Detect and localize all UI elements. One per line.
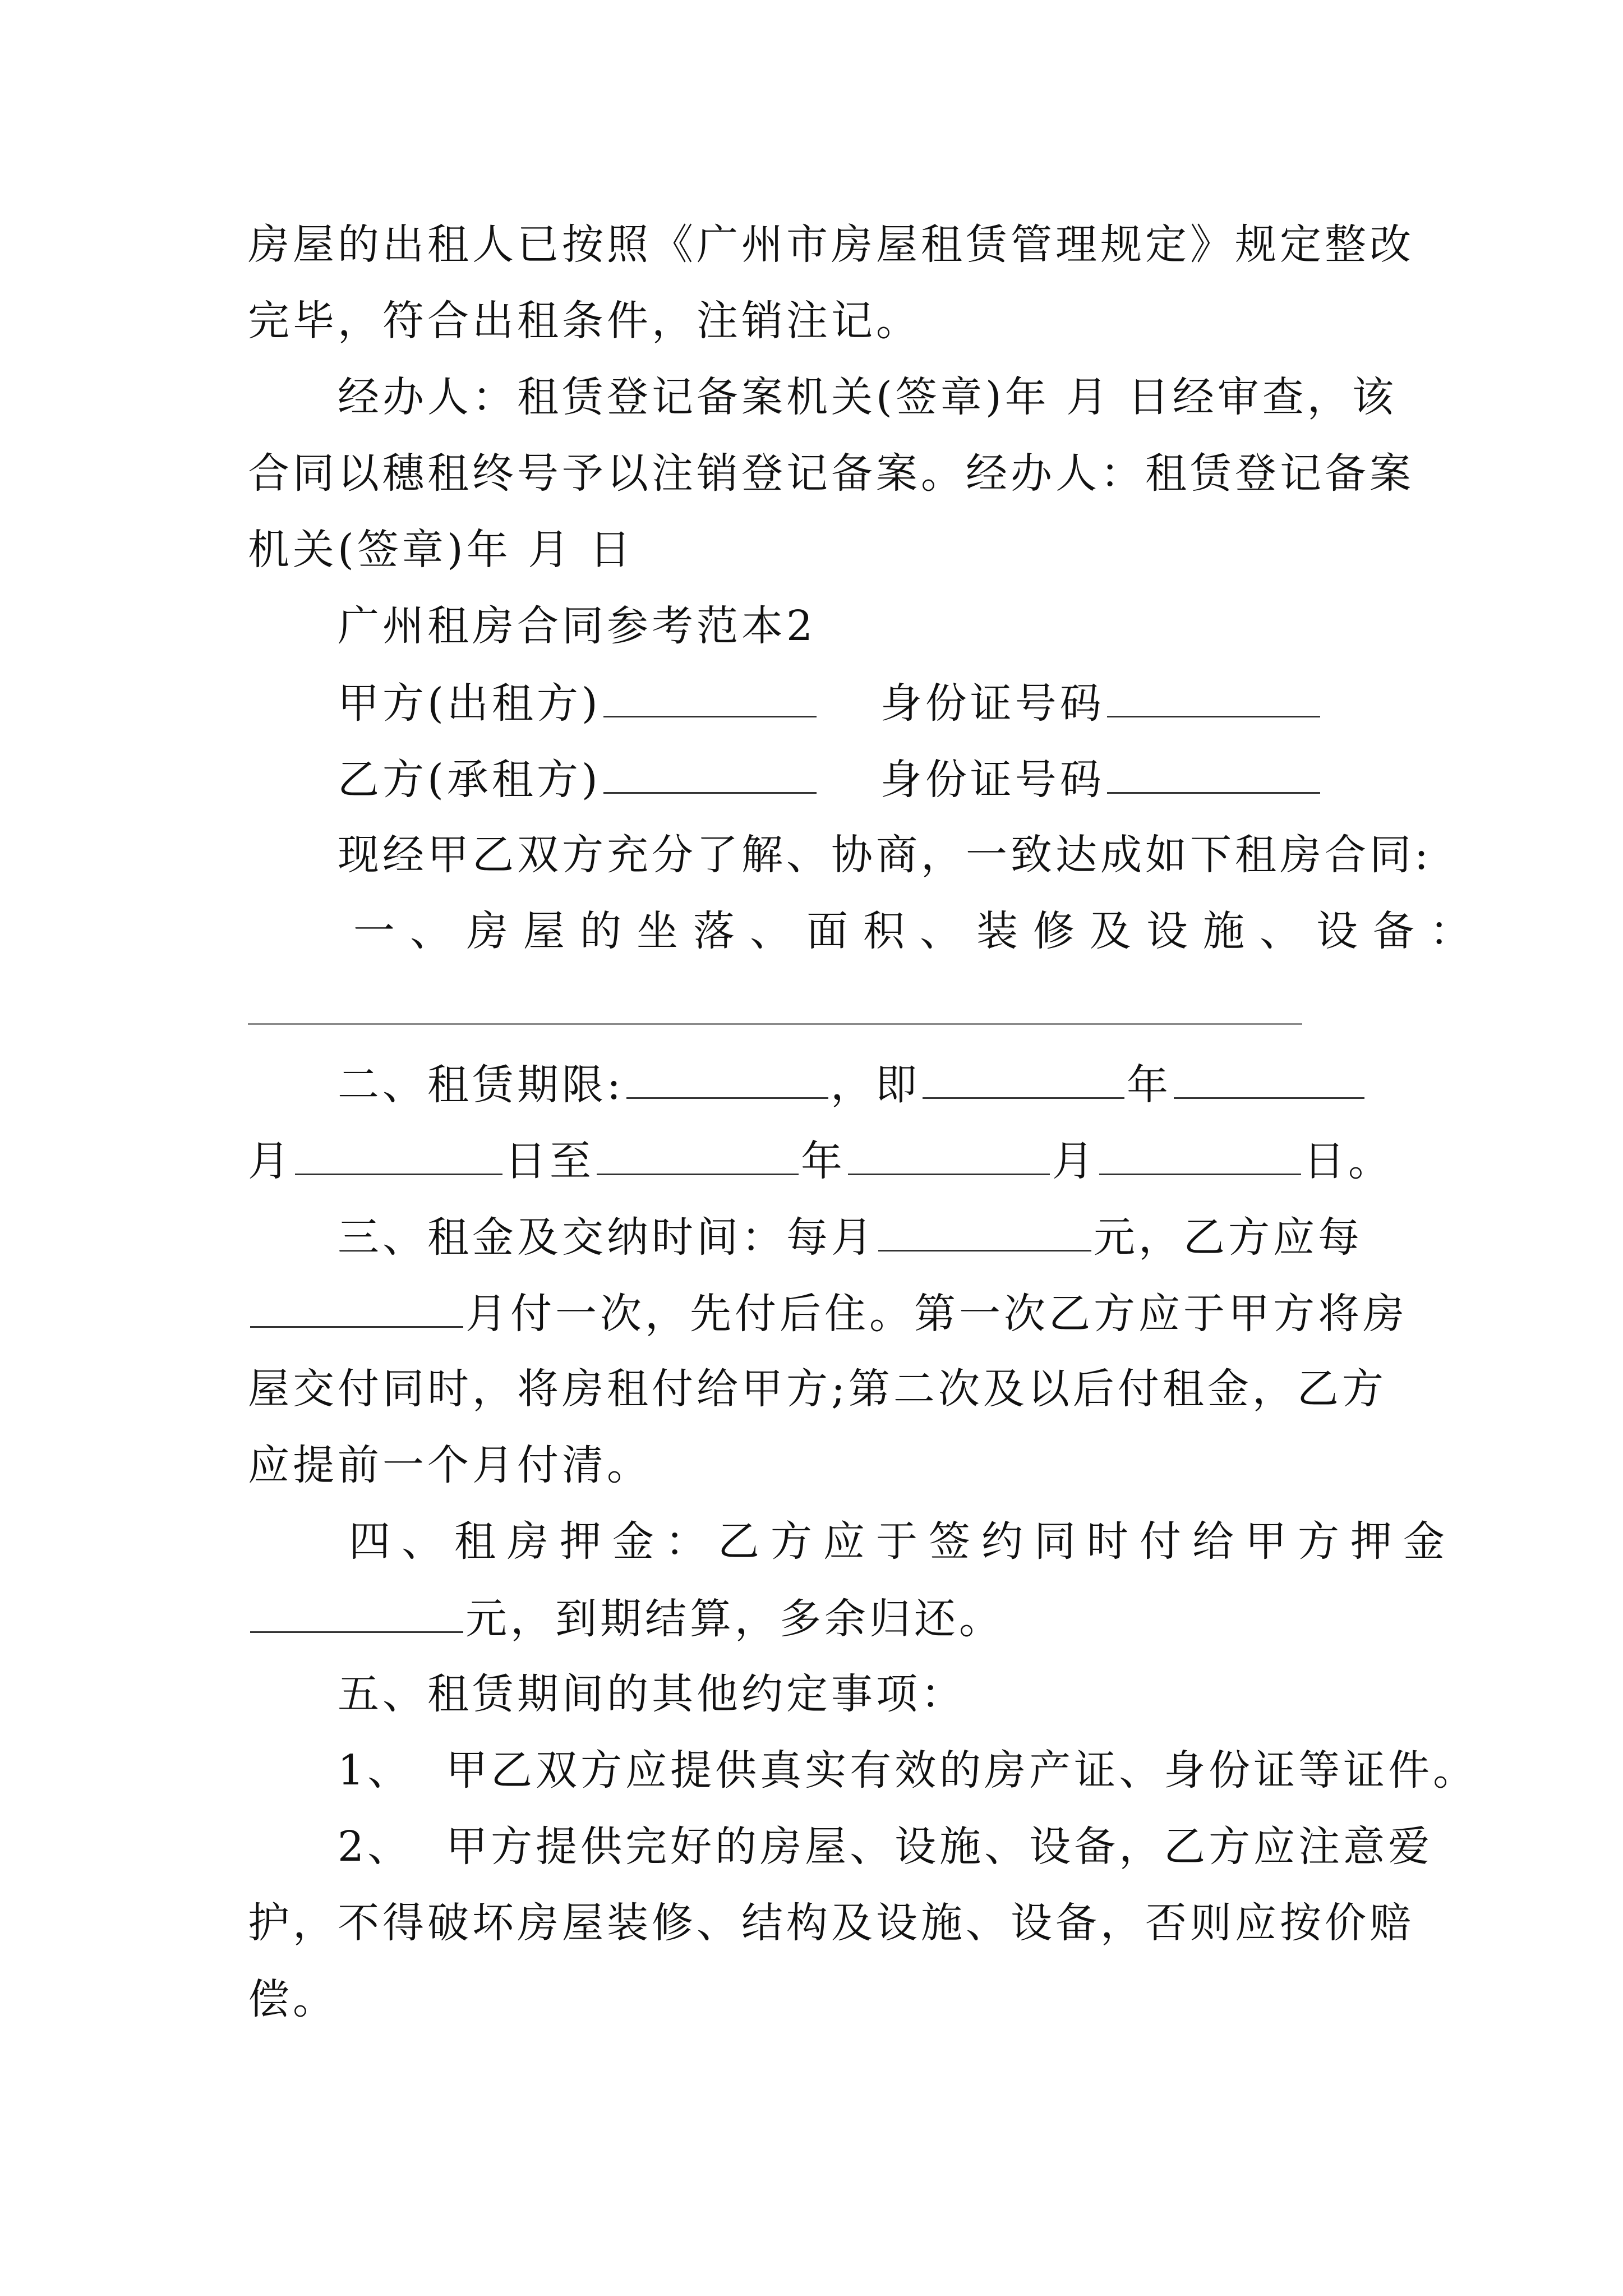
- clause-3-text: 月付一次，先付后住。第一次乙方应于甲方将房: [465, 1290, 1408, 1338]
- clause-2-text: ，即: [830, 1061, 920, 1109]
- party-a-id-blank: [1107, 674, 1320, 717]
- clause-2-text: 月: [1052, 1137, 1097, 1185]
- clause-2-text: 月: [248, 1137, 293, 1185]
- paragraph-line: 完毕，符合出租条件，注销注记。: [248, 297, 921, 345]
- paragraph-line: 机关(签章)年 月 日: [248, 526, 634, 574]
- clause-1-line: 一、房屋的坐落、面积、装修及设施、设备：: [353, 907, 1486, 955]
- paragraph-line: 房屋的出租人已按照《广州市房屋租赁管理规定》规定整改: [248, 220, 1414, 269]
- party-a-name-blank: [603, 674, 817, 717]
- party-a-id-label: 身份证号码: [880, 679, 1105, 728]
- party-a-line: [338, 674, 1322, 730]
- clause-2-line-2: [248, 1132, 1393, 1188]
- item-2-number: 2、: [338, 1823, 413, 1871]
- item-2-line-2: 护，不得破坏房屋装修、结构及设施、设备，否则应按价赔: [248, 1899, 1414, 1947]
- clause-3-line-2: [248, 1285, 1408, 1341]
- paragraph-line: 合同以穗租终号予以注销登记备案。经办人：租赁登记备案: [248, 449, 1414, 498]
- clause-2-line-1: [338, 1056, 1367, 1112]
- item-2-line-3: 偿。: [248, 1975, 338, 2023]
- start-day-blank: [295, 1132, 502, 1175]
- monthly-rent-blank: [878, 1208, 1091, 1251]
- clause-3-line-1: [338, 1208, 1363, 1264]
- clause-2-lead: 二、租赁期限:: [338, 1061, 624, 1109]
- clause-1-blank-rule: [248, 1023, 1302, 1025]
- item-2-line-1: [338, 1819, 1433, 1875]
- clause-3-line-4: 应提前一个月付清。: [248, 1441, 652, 1489]
- end-year-blank: [597, 1132, 799, 1175]
- party-b-label: 乙方(承租方): [338, 756, 601, 804]
- deposit-blank: [250, 1590, 463, 1633]
- party-b-line: [338, 751, 1322, 807]
- party-b-id-blank: [1107, 751, 1320, 794]
- payment-interval-blank: [250, 1285, 463, 1328]
- end-day-blank: [1099, 1132, 1301, 1175]
- party-a-label: 甲方(出租方): [338, 679, 601, 728]
- clause-4-line-1: 四、租房押金：乙方应于签约同时付给甲方押金: [349, 1517, 1456, 1566]
- party-b-id-label: 身份证号码: [880, 756, 1105, 804]
- term-blank: [626, 1056, 828, 1099]
- item-1-line: [338, 1742, 1478, 1798]
- item-1-text: 甲乙双方应提供真实有效的房产证、身份证等证件。: [446, 1746, 1478, 1795]
- clause-2-text: 日。: [1303, 1137, 1393, 1185]
- item-2-text: 甲方提供完好的房屋、设施、设备，乙方应注意爱: [446, 1823, 1433, 1871]
- clause-2-text: 年: [1126, 1061, 1172, 1109]
- item-1-number: 1、: [338, 1746, 413, 1795]
- clause-3-lead: 三、租金及交纳时间：每月: [338, 1213, 876, 1262]
- clause-2-text: 年: [801, 1137, 846, 1185]
- paragraph-line: 经办人：租赁登记备案机关(签章)年 月 日经审查，该: [338, 373, 1397, 421]
- start-month-blank: [1174, 1056, 1364, 1099]
- clause-5-line: 五、租赁期间的其他约定事项：: [338, 1670, 966, 1718]
- clause-3-text: 元，乙方应每: [1094, 1213, 1363, 1262]
- clause-4-line-2: [248, 1590, 1004, 1646]
- clause-2-text: 日至: [505, 1137, 594, 1185]
- end-month-blank: [848, 1132, 1050, 1175]
- party-b-name-blank: [603, 751, 817, 794]
- intro-line: 现经甲乙双方充分了解、协商，一致达成如下租房合同:: [338, 831, 1432, 879]
- section-title: 广州租房合同参考范本2: [338, 602, 817, 650]
- start-year-blank: [923, 1056, 1124, 1099]
- clause-4-text: 元，到期结算，多余归还。: [465, 1595, 1004, 1643]
- clause-3-line-3: 屋交付同时，将房租付给甲方;第二次及以后付租金，乙方: [248, 1365, 1387, 1413]
